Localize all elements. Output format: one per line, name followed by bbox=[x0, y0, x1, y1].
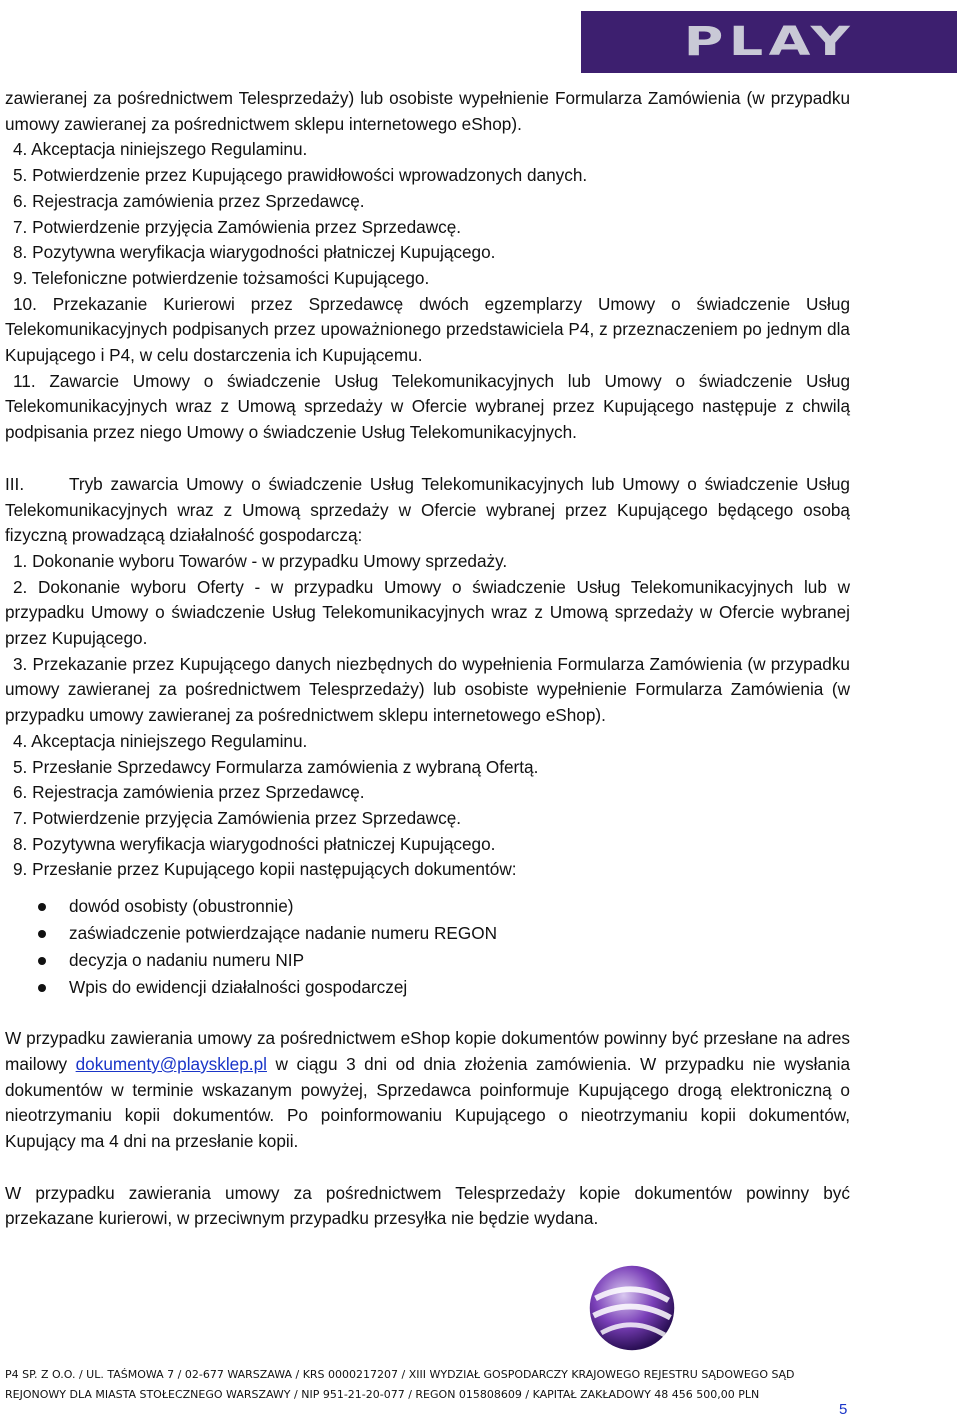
play-logo-text: PLAY bbox=[683, 19, 855, 65]
footer-line: REJONOWY DLA MIASTA STOŁECZNEGO WARSZAWY / NIP 951-21-20-077 / REGON 015808609 / KAPITAŁ ZAKŁADOWY 48 456 500,00 PLN bbox=[5, 1388, 760, 1401]
list-item: 1. Dokonanie wyboru Towarów - w przypadku Umowy sprzedaży. bbox=[13, 550, 508, 571]
page-number: 5 bbox=[839, 1401, 848, 1418]
list-item: 9. Przesłanie przez Kupującego kopii następujących dokumentów: bbox=[13, 859, 517, 880]
list-item: 2. Dokonanie wyboru Oferty - w przypadku Umowy o świadczenie Usług Telekomunikacyjnych lub w przypadku Umowy o świadczenie Usług Telekomunikacyjnych wraz z Umową sprzedaży w Ofercie wybranej przez Kupującego. bbox=[5, 576, 850, 649]
play-logo bbox=[581, 11, 957, 73]
document-body bbox=[5, 86, 850, 1232]
paragraph-text: W przypadku zawierania umowy za pośrednictwem eShop kopie dokumentów powinny być przesłane na adres mailowy bbox=[5, 1028, 850, 1074]
bullet-item bbox=[5, 974, 850, 1001]
bullet-text: zaświadczenie potwierdzające nadanie numeru REGON bbox=[69, 923, 498, 944]
bullet-text: dowód osobisty (obustronnie) bbox=[69, 896, 294, 917]
list-item: 9. Telefoniczne potwierdzenie tożsamości Kupującego. bbox=[13, 267, 430, 288]
list-item: 8. Pozytywna weryfikacja wiarygodności płatniczej Kupującego. bbox=[13, 242, 496, 263]
paragraph-eshop bbox=[5, 1026, 850, 1155]
list-item: 11. Zawarcie Umowy o świadczenie Usług Telekomunikacyjnych lub Umowy o świadczenie Usług Telekomunikacyjnych wraz z Umową sprzedaży w Ofercie wybranej przez Kupującego następuje z chwilą podpisania przez niego Umowy o świadczenie Usług Telekomunikacyjnych. bbox=[5, 370, 850, 443]
section-heading bbox=[5, 472, 850, 549]
paragraph-text: w ciągu 3 dni od dnia złożenia zamówienia. W przypadku nie wysłania dokumentów w terminie wskazanym powyżej, Sprzedawca poinformuje Kupującego drogą elektroniczną o nieotrzymaniu kopii dokumentów. Po poinformowaniu Kupującego o nieotrzymaniu kopii dokumentów, Kupujący ma 4 dni na przesłanie kopii. bbox=[5, 1053, 851, 1151]
list-item: 10. Przekazanie Kurierowi przez Sprzedawcę dwóch egzemplarzy Umowy o świadczenie Usług Telekomunikacyjnych podpisanych przez upoważnionego przedstawiciela P4, z przeznaczeniem po jednym dla Kupującego i P4, w celu dostarczenia ich Kupującemu. bbox=[5, 293, 850, 366]
bullet-icon bbox=[38, 903, 46, 911]
bullet-icon bbox=[38, 930, 46, 938]
list-item: 4. Akceptacja niniejszego Regulaminu. bbox=[13, 139, 308, 160]
bullet-item bbox=[5, 893, 850, 920]
paragraph-continuation: zawieranej za pośrednictwem Telesprzedaży) lub osobiste wypełnienie Formularza Zamówienia (w przypadku umowy zawieranej za pośrednictwem sklepu internetowego eShop). bbox=[5, 88, 850, 134]
list-item: 7. Potwierdzenie przyjęcia Zamówienia przez Sprzedawcę. bbox=[13, 216, 462, 237]
section-number: III. bbox=[5, 473, 25, 494]
list-item: 8. Pozytywna weryfikacja wiarygodności płatniczej Kupującego. bbox=[13, 833, 496, 854]
email-link[interactable]: dokumenty@playsklep.pl bbox=[75, 1053, 267, 1074]
bullet-text: decyzja o nadaniu numeru NIP bbox=[69, 950, 305, 971]
footer bbox=[5, 1365, 865, 1405]
bullet-item bbox=[5, 920, 850, 947]
play-sphere-logo-icon bbox=[584, 1260, 680, 1356]
bullet-text: Wpis do ewidencji działalności gospodarczej bbox=[69, 977, 408, 998]
section-text: Tryb zawarcia Umowy o świadczenie Usług Telekomunikacyjnych lub Umowy o świadczenie Usług Telekomunikacyjnych wraz z Umową sprzedaży w Ofercie wybranej przez Kupującego będącego osobą fizyczną prowadzącą działalność gospodarczą: bbox=[5, 473, 850, 546]
list-item: 5. Przesłanie Sprzedawcy Formularza zamówienia z wybraną Ofertą. bbox=[13, 756, 539, 777]
list-item: 4. Akceptacja niniejszego Regulaminu. bbox=[13, 730, 308, 751]
paragraph-telesales: W przypadku zawierania umowy za pośrednictwem Telesprzedaży kopie dokumentów powinny być przekazane kurierowi, w przeciwnym przypadku przesyłka nie będzie wydana. bbox=[5, 1182, 850, 1229]
footer-line: P4 SP. Z O.O. / UL. TAŚMOWA 7 / 02-677 WARSZAWA / KRS 0000217207 / XIII WYDZIAŁ GOSPODARCZY KRAJOWEGO REJESTRU SĄDOWEGO SĄD bbox=[5, 1368, 795, 1381]
list-item: 7. Potwierdzenie przyjęcia Zamówienia przez Sprzedawcę. bbox=[13, 807, 462, 828]
documents-list bbox=[5, 893, 850, 1001]
list-item: 5. Potwierdzenie przez Kupującego prawidłowości wprowadzonych danych. bbox=[13, 165, 588, 186]
list-item: 6. Rejestracja zamówienia przez Sprzedawcę. bbox=[13, 190, 365, 211]
bullet-icon bbox=[38, 984, 46, 992]
bullet-icon bbox=[38, 957, 46, 965]
list-item: 3. Przekazanie przez Kupującego danych niezbędnych do wypełnienia Formularza Zamówienia (w przypadku umowy zawieranej za pośrednictwem Telesprzedaży) lub osobiste wypełnienie Formularza Zamówienia (w przypadku umowy zawieranej za pośrednictwem sklepu internetowego eShop). bbox=[5, 653, 850, 726]
list-item: 6. Rejestracja zamówienia przez Sprzedawcę. bbox=[13, 782, 365, 803]
bullet-item bbox=[5, 947, 850, 974]
